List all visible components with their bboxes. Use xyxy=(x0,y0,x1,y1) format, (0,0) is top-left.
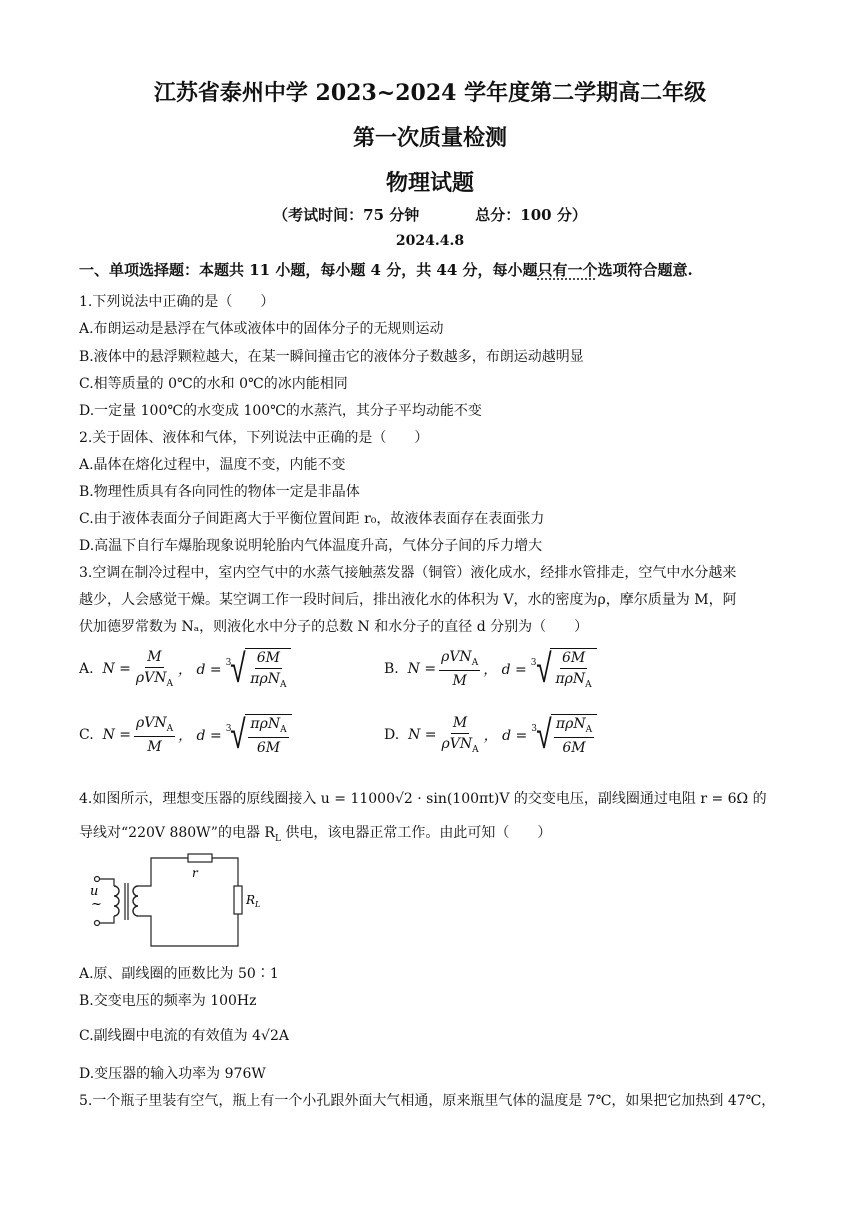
fraction: $\frac{\rho VN_A}{M}$ xyxy=(441,649,479,689)
exam-date: 2024.4.8 xyxy=(395,233,465,249)
q4-stem-line1: 4.如图所示，理想变压器的原线圈接入 u = 11000√2 · sin(100πt)V 的交变电压，副线圈通过电阻 r = 6Ω 的 xyxy=(79,791,767,807)
q3-option-b: B. N = $\frac{\rho VN_A}{M}$ ， d = 3 √ $\frac{6M}{\pi\rho N_A}$ xyxy=(384,648,597,690)
q4-option-b: B.交变电压的频率为 100Hz xyxy=(79,993,257,1009)
q1-stem: 1.下列说法中正确的是（ ） xyxy=(79,294,275,310)
resistor-rl xyxy=(234,886,242,914)
q3-option-a: A. N = $\frac{M}{\rho VN_A}$ ， d = 3 √ $\frac{6M}{\pi\rho N_A}$ xyxy=(79,648,291,690)
q3-stem-line3: 伏加德罗常数为 Nₐ，则液化水中分子的总数 N 和水分子的直径 d 分别为（ ） xyxy=(79,619,589,635)
resistor-r xyxy=(188,854,212,862)
fraction: $\frac{M}{\rho VN_A}$ xyxy=(135,649,173,689)
q5-stem-line1: 5.一个瓶子里装有空气，瓶上有一个小孔跟外面大气相通，原来瓶里气体的温度是 7℃，如果把它加热到 47℃， xyxy=(79,1093,776,1109)
fraction: $\frac{\rho VN_A}{M}$ xyxy=(136,715,174,755)
label-r: r xyxy=(192,866,198,880)
q3-option-c: C. N = $\frac{\rho VN_A}{M}$ ， d = 3 √ $\frac{\pi\rho N_A}{6M}$ xyxy=(79,714,292,756)
q2-option-c: C.由于液体表面分子间距离大于平衡位置间距 r₀，故液体表面存在表面张力 xyxy=(79,511,545,527)
cube-root: 3 √ $\frac{\pi\rho N_A}{6M}$ xyxy=(226,714,292,756)
total-score: 总分：100 分） xyxy=(475,206,587,224)
q1-option-a: A.布朗运动是悬浮在气体或液体中的固体分子的无规则运动 xyxy=(79,321,444,337)
transformer-circuit-diagram xyxy=(88,850,268,952)
q2-option-b: B.物理性质具有各向同性的物体一定是非晶体 xyxy=(79,484,360,500)
fraction: $\frac{M}{\rho VN_A}$ xyxy=(441,715,479,755)
label-rl: $R_L$ xyxy=(246,893,261,909)
exam-title: 江苏省泰州中学 2023~2024 学年度第二学期高二年级 xyxy=(153,80,707,106)
label-tilde: ~ xyxy=(91,897,102,912)
q3-stem-line2: 越少，人会感觉干燥。某空调工作一段时间后，排出液化水的体积为 V，水的密度为ρ，摩尔质量为 M，阿 xyxy=(79,592,737,608)
q1-option-c: C.相等质量的 0℃的水和 0℃的冰内能相同 xyxy=(79,376,348,392)
q4-option-c: C.副线圈中电流的有效值为 4√2A xyxy=(79,1028,289,1044)
emphasis-text: 只有一个 xyxy=(537,261,598,279)
q2-option-a: A.晶体在熔化过程中，温度不变，内能不变 xyxy=(79,457,346,473)
cube-root: 3 √ $\frac{6M}{\pi\rho N_A}$ xyxy=(531,648,597,690)
q2-option-d: D.高温下自行车爆胎现象说明轮胎内气体温度升高，气体分子间的斥力增大 xyxy=(79,538,543,554)
q1-option-b: B.液体中的悬浮颗粒越大，在某一瞬间撞击它的液体分子数越多，布朗运动越明显 xyxy=(79,349,584,365)
q1-option-d: D.一定量 100℃的水变成 100℃的水蒸汽，其分子平均动能不变 xyxy=(79,403,482,419)
q3-stem-line1: 3.空调在制冷过程中，室内空气中的水蒸气接触蒸发器（铜管）液化成水，经排水管排走，空气中水分越来 xyxy=(79,565,737,581)
cube-root: 3 √ $\frac{6M}{\pi\rho N_A}$ xyxy=(226,648,292,690)
subject-title: 物理试题 xyxy=(385,170,474,196)
section-heading: 一、单项选择题：本题共 11 小题，每小题 4 分，共 44 分，每小题只有一个选项符合题意. xyxy=(79,261,693,279)
label-u: u xyxy=(90,884,99,899)
exam-info xyxy=(0,204,860,225)
q4-option-d: D.变压器的输入功率为 976W xyxy=(79,1066,266,1082)
q4-stem-line2: 导线对“220V 880W”的电器 $R_L$ 供电，该电器正常工作。由此可知（ ） xyxy=(79,825,552,844)
q4-option-a: A.原、副线圈的匝数比为 50∶1 xyxy=(79,966,279,982)
q2-stem: 2.关于固体、液体和气体，下列说法中正确的是（ ） xyxy=(79,430,429,446)
exam-time: （考试时间：75 分钟 xyxy=(273,206,420,224)
cube-root: 3 √ $\frac{\pi\rho N_A}{6M}$ xyxy=(531,714,597,756)
exam-subtitle: 第一次质量检测 xyxy=(352,125,507,151)
q3-option-d: D. N = $\frac{M}{\rho VN_A}$ ， d = 3 √ $\frac{\pi\rho N_A}{6M}$ xyxy=(384,714,597,756)
